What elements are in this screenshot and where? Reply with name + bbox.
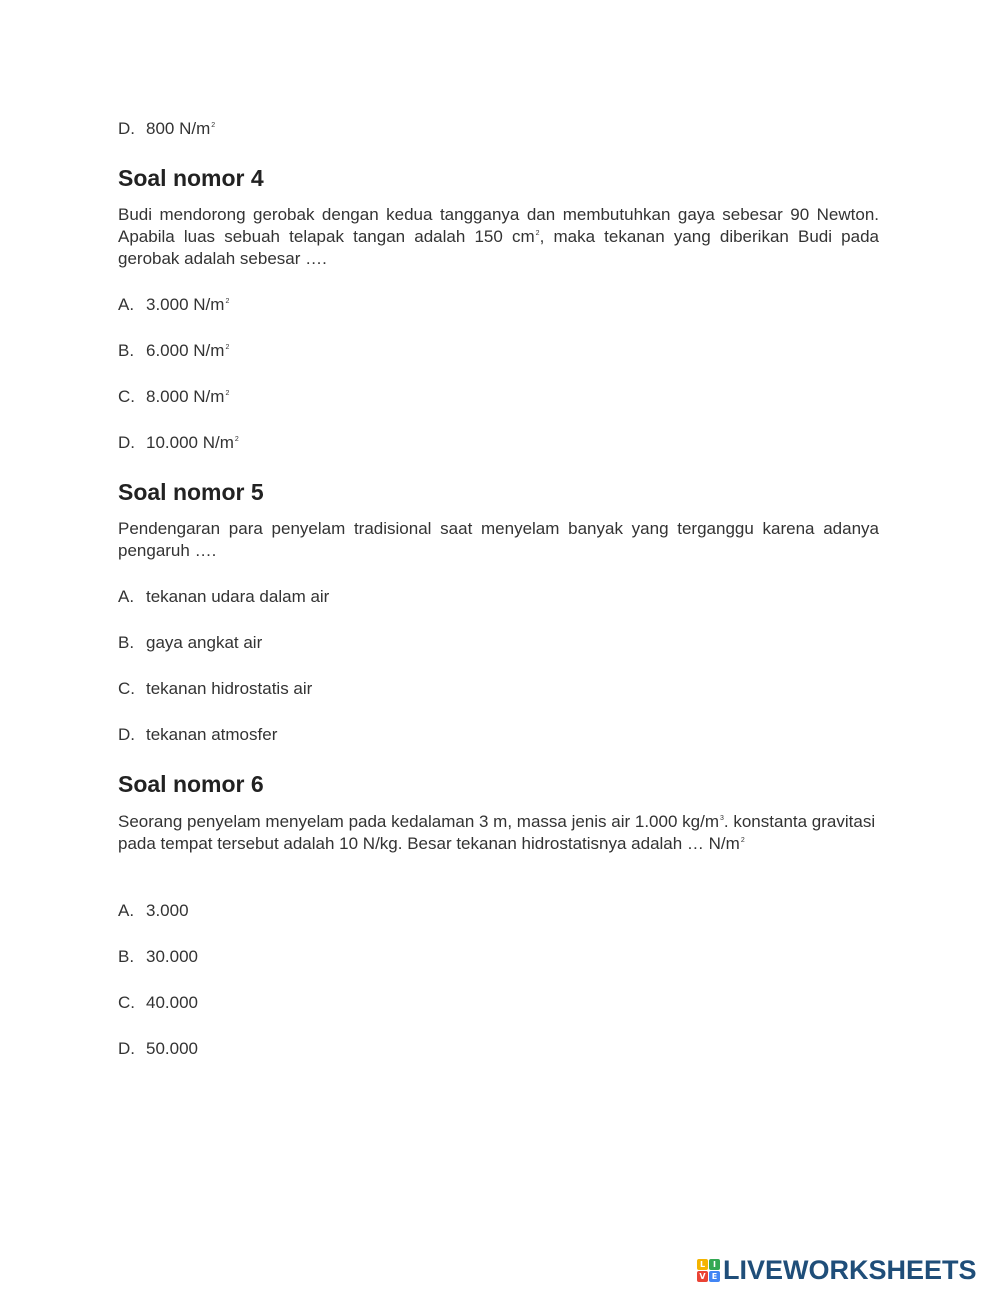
q6-text: Seorang penyelam menyelam pada kedalaman 3 m, massa jenis air 1.000 $kg/m^3$. konstanta gravitasi pada tempat tersebut adalah 10 N/kg. Besar tekanan hidrostatisnya adalah … $N/m^2$ (118, 812, 876, 853)
logo-mark-tile: E (709, 1271, 720, 1282)
q6-option-a: A. 3.000 (118, 901, 189, 920)
q6-title: Soal nomor 6 (118, 771, 264, 797)
q4-title: Soal nomor 4 (118, 165, 264, 191)
q6-option-b: B. 30.000 (118, 947, 198, 966)
logo-text: LIVEWORKSHEETS (723, 1254, 977, 1285)
q4-option-b: B. 6.000 $N/m^2$ (118, 341, 230, 360)
q4-option-a: A. 3.000 $N/m^2$ (118, 295, 230, 314)
q5-text: Pendengaran para penyelam tradisional saat menyelam banyak yang terganggu karena adanya pengaruh …. (118, 519, 879, 560)
logo-mark-icon (697, 1259, 720, 1282)
prev-option-d: D. 800 $N/m^2$ (118, 119, 216, 138)
q5-title: Soal nomor 5 (118, 479, 264, 505)
q4-option-c: C. 8.000 $N/m^2$ (118, 387, 230, 406)
q4-option-d: D. 10.000 $N/m^2$ (118, 433, 239, 452)
q5-option-b: B. gaya angkat air (118, 633, 263, 652)
q6-option-c: C. 40.000 (118, 993, 198, 1012)
q5-option-d: D. tekanan atmosfer (118, 725, 278, 744)
logo-mark-tile: L (697, 1259, 708, 1270)
q4-text: Budi mendorong gerobak dengan kedua tangganya dan membutuhkan gaya sebesar 90 Newton. Apabila luas sebuah telapak tangan adalah 150 $cm^2$, maka tekanan yang diberikan Budi pada gerobak adalah sebesar …. (118, 205, 880, 268)
q5-option-c: C. tekanan hidrostatis air (118, 679, 313, 698)
logo-mark-tile: V (697, 1271, 708, 1282)
q5-option-a: A. tekanan udara dalam air (118, 587, 330, 606)
logo-mark-tile: I (709, 1259, 720, 1270)
q6-option-d: D. 50.000 (118, 1039, 198, 1058)
liveworksheets-logo[interactable] (697, 1256, 977, 1284)
